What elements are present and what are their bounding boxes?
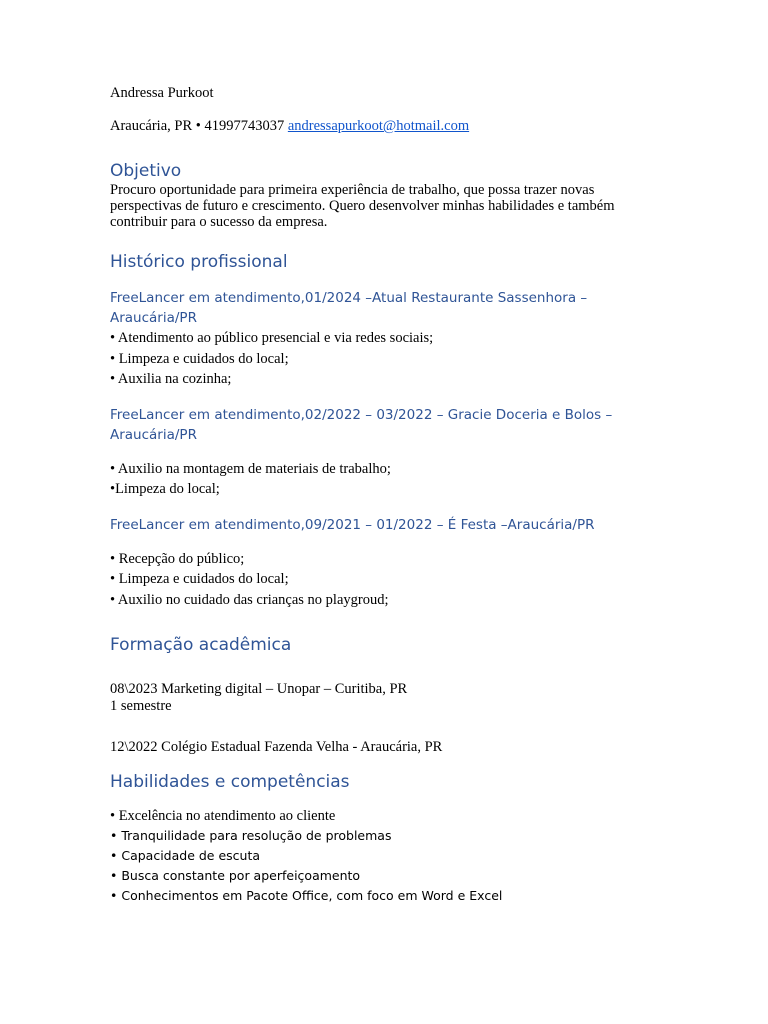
list-item: • Auxilio na montagem de materiais de trabalho; xyxy=(110,460,391,477)
education-entry xyxy=(110,739,650,756)
section-title-habilidades: Habilidades e competências xyxy=(110,772,350,792)
contact-line xyxy=(110,118,650,135)
job-duties-list xyxy=(110,328,650,390)
list-item: • Capacidade de escuta xyxy=(110,848,261,863)
list-item: • Limpeza e cuidados do local; xyxy=(110,571,289,587)
contact-location-phone: Araucária, PR • 41997743037 xyxy=(110,118,288,134)
job-title: FreeLancer em atendimento,02/2022 – 03/2022 – Gracie Doceria e Bolos – Araucária/PR xyxy=(110,406,613,443)
skills-list xyxy=(110,806,650,906)
list-item: • Conhecimentos em Pacote Office, com foco em Word e Excel xyxy=(110,888,503,903)
education-detail: 1 semestre xyxy=(110,698,172,714)
objetivo-text: Procuro oportunidade para primeira experiência de trabalho, que possa trazer novas perspectivas de futuro e crescimento. Quero desenvolver minhas habilidades e também contribuir para o sucesso da empresa. xyxy=(110,182,615,230)
job-title: FreeLancer em atendimento,01/2024 –Atual Restaurante Sassenhora – Araucária/PR xyxy=(110,290,588,326)
section-title-historico: Histórico profissional xyxy=(110,252,288,272)
list-item: • Busca constante por aperfeiçoamento xyxy=(110,868,361,883)
job-duties-list xyxy=(110,549,650,611)
resume-page xyxy=(110,85,650,906)
list-item: • Auxilio no cuidado das crianças no playgroud; xyxy=(110,591,389,608)
email-link[interactable]: andressapurkoot@hotmail.com xyxy=(287,118,470,134)
list-item: • Limpeza e cuidados do local; xyxy=(110,350,289,367)
list-item: • Atendimento ao público presencial e via redes sociais; xyxy=(110,330,434,346)
list-item: • Auxilia na cozinha; xyxy=(110,371,232,387)
list-item: • Excelência no atendimento ao cliente xyxy=(110,808,336,824)
section-title-objetivo: Objetivo xyxy=(110,161,182,181)
candidate-name: Andressa Purkoot xyxy=(110,85,214,101)
list-item: • Recepção do público; xyxy=(110,550,245,567)
education-entry xyxy=(110,681,650,715)
job-duties-list xyxy=(110,459,650,500)
job-title: FreeLancer em atendimento,09/2021 – 01/2022 – É Festa –Araucária/PR xyxy=(110,516,595,533)
list-item: •Limpeza do local; xyxy=(110,481,220,497)
education-line: 08\2023 Marketing digital – Unopar – Curitiba, PR xyxy=(110,681,408,697)
education-line: 12\2022 Colégio Estadual Fazenda Velha - Araucária, PR xyxy=(110,739,443,755)
section-title-formacao: Formação acadêmica xyxy=(110,635,292,655)
list-item: • Tranquilidade para resolução de problemas xyxy=(110,828,392,843)
